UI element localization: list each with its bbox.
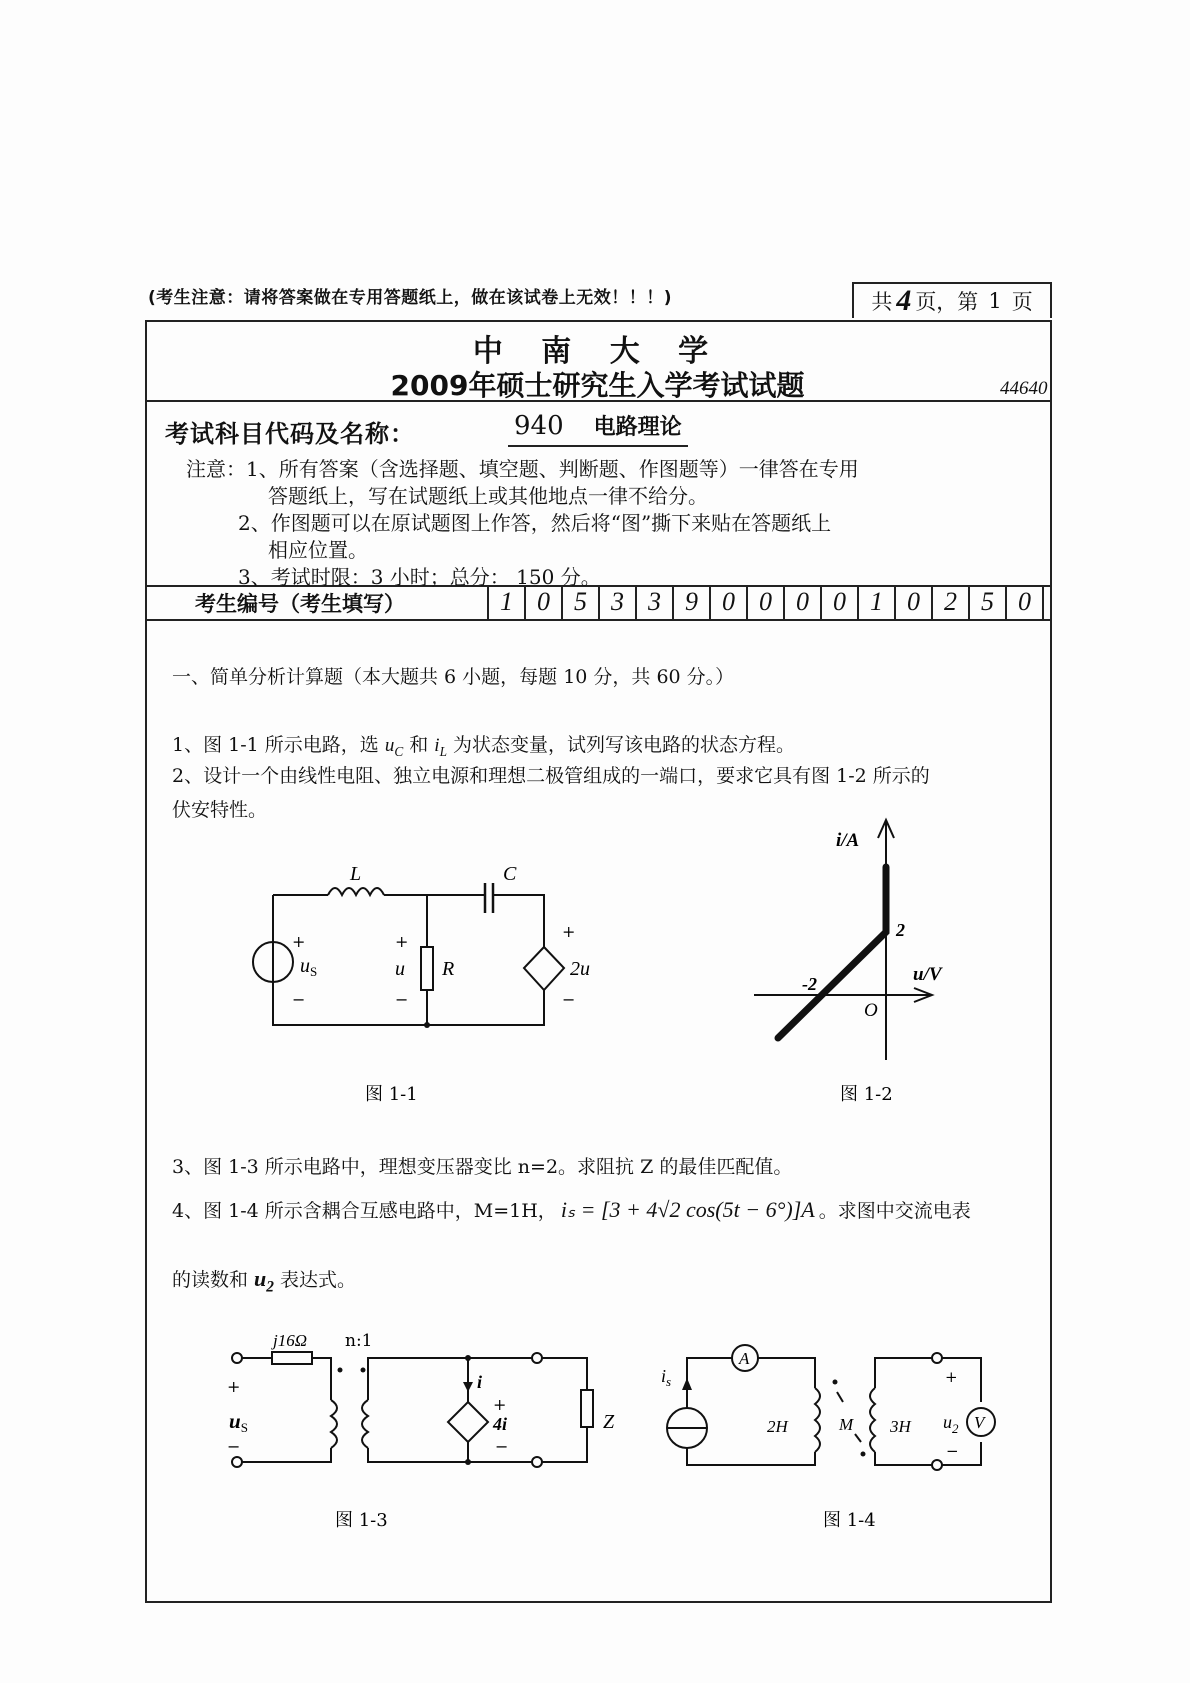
subject-value: [508, 410, 688, 447]
id-digit: 5: [970, 585, 1007, 619]
impedance-j16: [272, 1352, 312, 1364]
wire: [368, 1358, 532, 1400]
figure-caption: 图 1-2: [840, 1084, 893, 1105]
label-us-main: u: [229, 1409, 241, 1433]
question-4-line2: [172, 1265, 356, 1296]
terminal: [932, 1460, 942, 1470]
id-digit: 1: [859, 585, 896, 619]
dot-marker: [338, 1368, 343, 1373]
label-i: i: [477, 1372, 483, 1392]
label-r: R: [442, 958, 455, 980]
inductor-l: [328, 888, 384, 895]
plus-sign: +: [292, 932, 306, 951]
page-total: 4: [896, 284, 912, 317]
divider-id-bottom: [145, 619, 1050, 621]
node-dot: [465, 1459, 471, 1465]
page-info-suffix: 页: [1011, 290, 1033, 314]
subject-label: 考试科目代码及名称：: [165, 420, 415, 448]
section-title: 一、简单分析计算题（本大题共 6 小题，每题 10 分，共 60 分。）: [172, 666, 735, 688]
wire: [383, 1358, 587, 1462]
page-info-prefix: 共: [871, 290, 893, 314]
wire: [687, 1448, 815, 1465]
impedance-z: [581, 1390, 593, 1427]
figure-caption: 图 1-1: [365, 1084, 418, 1105]
q4-var: [254, 1266, 274, 1296]
u-tick-label: -2: [802, 974, 817, 994]
q1-mid: 和: [403, 734, 435, 756]
id-digit: 3: [637, 585, 674, 619]
dot-marker: [861, 1452, 866, 1457]
label-ratio: n:1: [345, 1331, 373, 1351]
id-digit: 0: [822, 585, 859, 619]
label-u2: [943, 1412, 959, 1436]
id-digit: 3: [600, 585, 637, 619]
notes-block: [186, 456, 859, 591]
wire: [312, 1358, 331, 1400]
candidate-id-row: [145, 585, 1050, 619]
plus-sign: +: [493, 1395, 507, 1414]
label-c: C: [503, 863, 517, 885]
q1-var1-sub: C: [394, 743, 404, 759]
id-digit: 2: [933, 585, 970, 619]
label-is: [661, 1366, 671, 1389]
origin-label: O: [864, 1000, 878, 1021]
subject-name: 电路理论: [593, 415, 682, 440]
dot-marker: [833, 1380, 838, 1385]
dependent-source: [524, 947, 564, 990]
note-line: 注意：1、所有答案（含选择题、填空题、判断题、作图题等）一律答在专用: [186, 457, 859, 481]
label-is-sub: s: [666, 1374, 672, 1389]
label-4i: 4i: [493, 1414, 508, 1434]
dependent-source: [448, 1402, 488, 1442]
figure-caption: 图 1-3: [335, 1510, 388, 1531]
wire: [493, 895, 544, 947]
label-us: [300, 955, 317, 979]
question-3: 3、图 1-3 所示电路中，理想变压器变比 n=2。求阻抗 Z 的最佳匹配值。: [172, 1156, 793, 1178]
q1-prefix: 1、图 1-1 所示电路，选: [172, 734, 385, 756]
id-digit: 0: [1007, 585, 1044, 619]
id-digit: 0: [896, 585, 933, 619]
q4-line2-prefix: 的读数和: [172, 1269, 255, 1291]
plus-sign: +: [227, 1377, 241, 1396]
label-l: L: [350, 863, 362, 885]
label-u: u: [395, 958, 405, 980]
label-is-main: i: [661, 1366, 667, 1386]
minus-sign: −: [562, 990, 576, 1009]
terminal: [532, 1353, 542, 1363]
minus-sign: −: [395, 990, 409, 1009]
y-axis-label: i/A: [836, 830, 860, 851]
q4-formula: iₛ = [3 + 4√2 cos(5t − 6°)]A: [560, 1196, 815, 1222]
primary-coil: [331, 1400, 337, 1448]
page-info-box: [852, 282, 1052, 318]
q1-var2-sub: L: [439, 743, 447, 759]
label-j16: j16Ω: [273, 1331, 308, 1350]
label-2u: 2u: [570, 958, 590, 980]
figure-1-4: [655, 1330, 1025, 1540]
wire: [875, 1358, 981, 1465]
q4-var-sub: 2: [266, 1278, 274, 1296]
label-us: [229, 1409, 248, 1435]
id-digit: 0: [748, 585, 785, 619]
question-2-line1: 2、设计一个由线性电阻、独立电源和理想二极管组成的一端口，要求它具有图 1-2 所示的: [172, 765, 930, 787]
label-us-sub: S: [240, 1420, 248, 1435]
note-line: 相应位置。: [268, 538, 368, 562]
terminal: [532, 1457, 542, 1467]
question-4-line1: [172, 1196, 971, 1223]
subject-code: 940: [514, 411, 564, 441]
terminal: [232, 1457, 242, 1467]
label-ammeter: A: [739, 1349, 750, 1368]
q4-var-main: u: [254, 1266, 267, 1291]
id-digit: 0: [785, 585, 822, 619]
label-us-sub: S: [310, 964, 318, 979]
source-arrow: [682, 1378, 692, 1390]
q4-prefix: 4、图 1-4 所示含耦合互感电路中，M=1H，: [172, 1200, 557, 1222]
q1-var2: [434, 735, 447, 759]
wire: [242, 1448, 331, 1462]
node-dot: [465, 1355, 471, 1361]
q1-var2-main: i: [434, 735, 440, 756]
terminal: [232, 1353, 242, 1363]
note-line: 2、作图题可以在原试题图上作答，然后将“图”撕下来贴在答题纸上: [238, 511, 832, 535]
minus-sign: −: [495, 1437, 509, 1456]
exam-title: 2009年硕士研究生入学考试试题: [390, 369, 805, 402]
id-digit: 5: [563, 585, 600, 619]
wire: [368, 1448, 383, 1462]
candidate-id-cells: [487, 585, 1044, 619]
figure-1-2: [740, 810, 980, 1110]
secondary-coil: [362, 1400, 368, 1448]
resistor-r: [421, 947, 433, 990]
i-tick-label: 2: [896, 920, 905, 940]
candidate-id-label: 考生编号（考生填写）: [195, 592, 405, 616]
id-digit: 0: [711, 585, 748, 619]
page-current: 1: [988, 289, 1002, 313]
label-us-main: u: [300, 955, 310, 977]
minus-sign: −: [946, 1442, 959, 1460]
label-m: M: [839, 1415, 854, 1434]
plus-sign: +: [562, 922, 576, 941]
id-digit: 0: [526, 585, 563, 619]
note-line: 3、考试时限：3 小时；总分： 150 分。: [238, 565, 601, 589]
q1-var1: [384, 735, 404, 759]
note-line: 答题纸上，写在试题纸上或其他地点一律不给分。: [268, 484, 708, 508]
wire: [687, 1358, 732, 1408]
question-2-line2: 伏安特性。: [172, 799, 268, 821]
question-1: [172, 730, 795, 760]
dot-marker: [361, 1368, 366, 1373]
label-2h: 2H: [767, 1417, 788, 1436]
x-axis-label: u/V: [913, 964, 942, 985]
label-voltmeter: V: [974, 1413, 985, 1432]
wire: [758, 1358, 815, 1388]
wire: [273, 895, 544, 1025]
figure-1-1: [240, 855, 600, 1115]
page-info-middle: 页，第: [915, 290, 979, 314]
figure-1-3: [215, 1330, 635, 1540]
coil-2h: [815, 1388, 820, 1452]
exam-warning: (考生注意：请将答案做在专用答题纸上，做在该试卷上无效！！！): [148, 288, 673, 308]
q1-var1-main: u: [384, 735, 395, 756]
label-z: Z: [603, 1411, 615, 1433]
plus-sign: +: [945, 1368, 958, 1386]
capacitor-c: [485, 883, 493, 913]
id-digit: 9: [674, 585, 711, 619]
terminal: [932, 1353, 942, 1363]
plus-sign: +: [395, 932, 409, 951]
minus-sign: −: [292, 990, 306, 1009]
label-u2-sub: 2: [952, 1421, 959, 1436]
figure-caption: 图 1-4: [823, 1510, 876, 1531]
minus-sign: −: [227, 1437, 241, 1456]
q4-line2-suffix: 表达式。: [274, 1269, 357, 1291]
id-digit: 1: [489, 585, 526, 619]
node-dot: [424, 1022, 430, 1028]
university-name: 中 南 大 学: [472, 334, 723, 369]
label-u2-main: u: [943, 1412, 952, 1432]
coil-3h: [870, 1388, 875, 1452]
q1-suffix: 为状态变量，试列写该电路的状态方程。: [446, 734, 796, 756]
q4-suffix: 。求图中交流电表: [818, 1200, 971, 1222]
label-3h: 3H: [890, 1417, 911, 1436]
current-arrow: [463, 1382, 473, 1392]
paper-code: 44640: [1000, 378, 1048, 399]
